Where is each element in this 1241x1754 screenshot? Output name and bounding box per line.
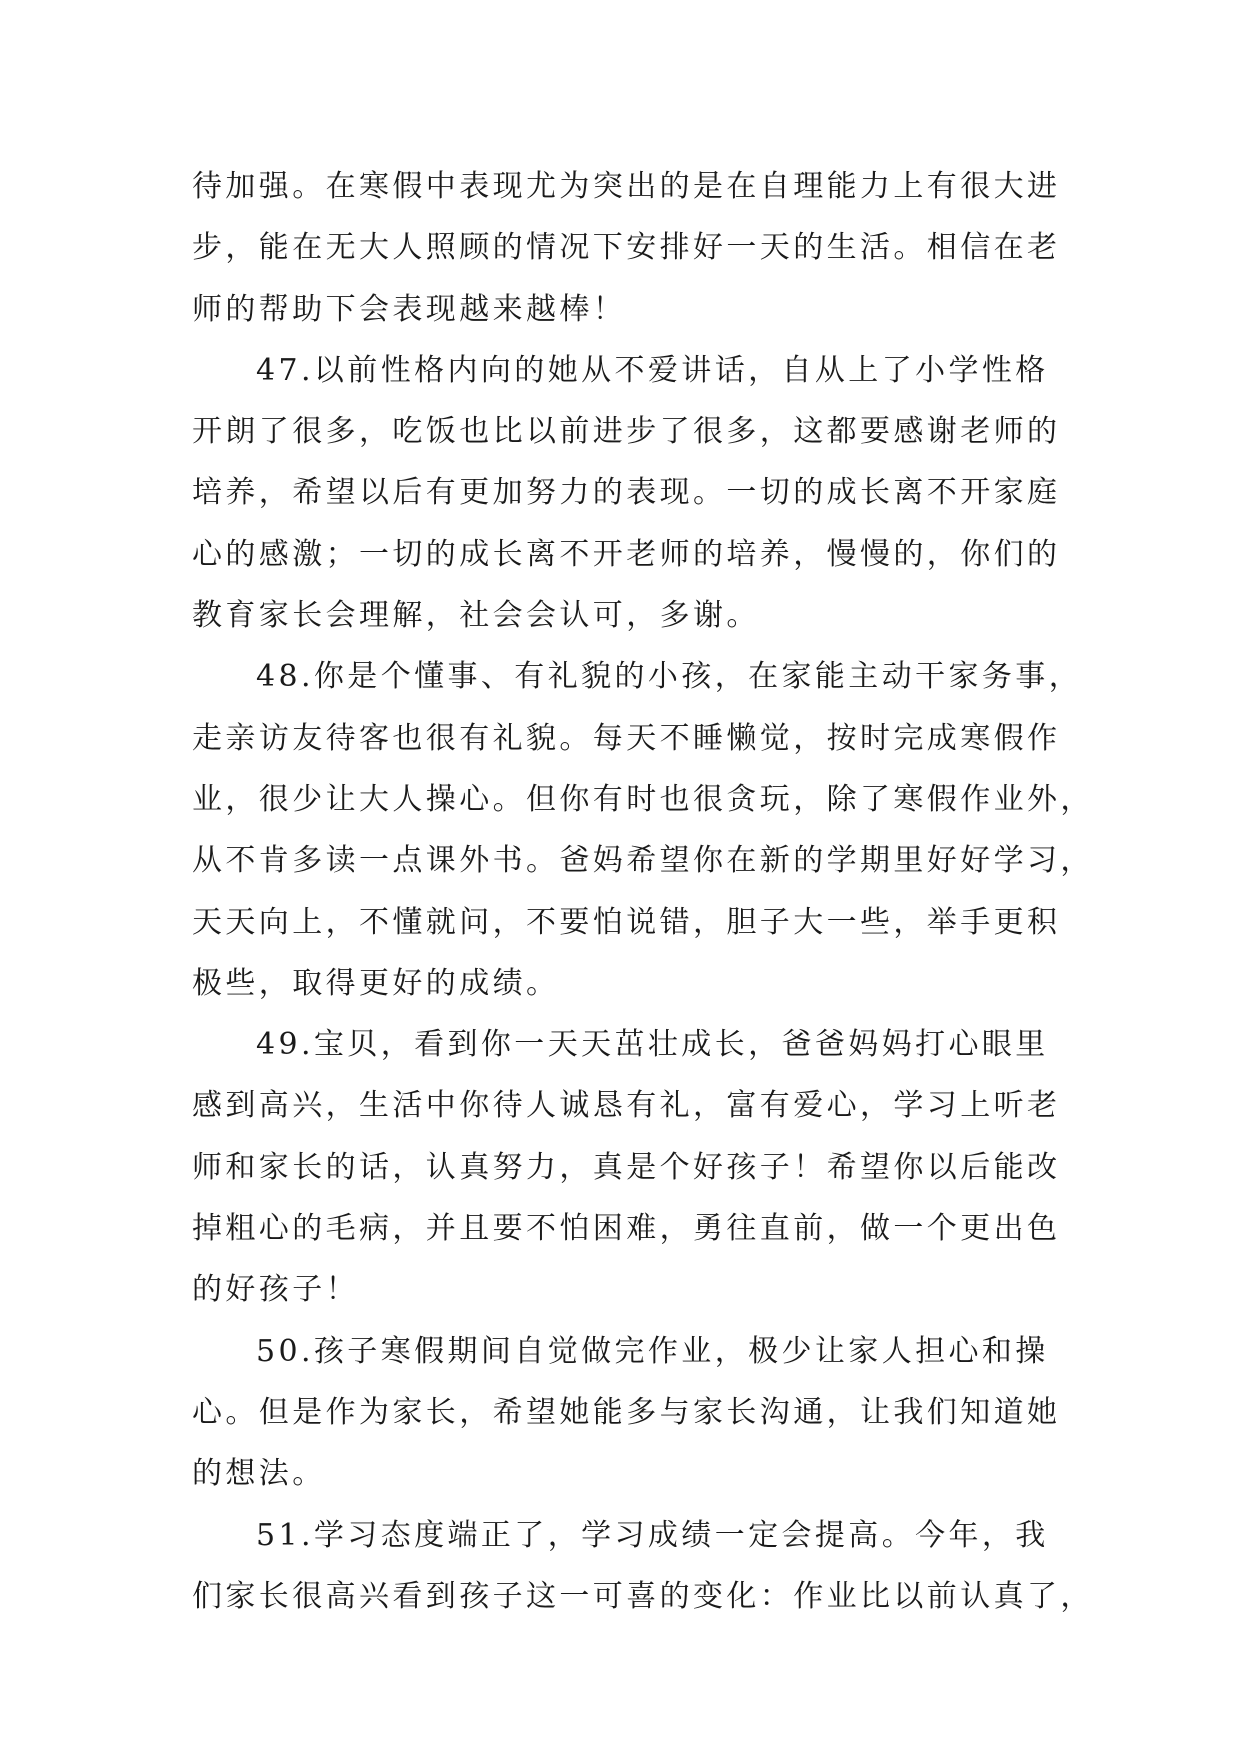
text-line: 教育家长会理解，社会会认可，多谢。	[192, 598, 760, 634]
text-line: 掉粗心的毛病，并且要不怕困难，勇往直前，做一个更出色	[192, 1211, 1061, 1247]
text-line: 业，很少让大人操心。但你有时也很贪玩，除了寒假作业外，	[192, 781, 1094, 817]
paragraph-48-start: 48.你是个懂事、有礼貌的小孩，在家能主动干家务事，	[256, 659, 1083, 695]
text-line: 心。但是作为家长，希望她能多与家长沟通，让我们知道她	[192, 1394, 1061, 1430]
text-line: 心的感激；一切的成长离不开老师的培养，慢慢的，你们的	[192, 536, 1061, 572]
text-line: 走亲访友待客也很有礼貌。每天不睡懒觉，按时完成寒假作	[192, 720, 1061, 756]
paragraph-47-start: 47.以前性格内向的她从不爱讲话，自从上了小学性格	[256, 352, 1049, 388]
text-line: 天天向上，不懂就问，不要怕说错，胆子大一些，举手更积	[192, 904, 1061, 940]
text-line: 师和家长的话，认真努力，真是个好孩子！希望你以后能改	[192, 1149, 1061, 1185]
text-line: 感到高兴，生活中你待人诚恳有礼，富有爱心，学习上听老	[192, 1088, 1061, 1124]
paragraph-51-start: 51.学习态度端正了，学习成绩一定会提高。今年，我	[256, 1517, 1049, 1553]
text-line: 从不肯多读一点课外书。爸妈希望你在新的学期里好好学习，	[192, 843, 1094, 879]
text-line: 师的帮助下会表现越来越棒！	[192, 291, 627, 327]
text-line: 的好孩子！	[192, 1272, 359, 1308]
paragraph-49-start: 49.宝贝，看到你一天天茁壮成长，爸爸妈妈打心眼里	[256, 1027, 1049, 1063]
text-line: 待加强。在寒假中表现尤为突出的是在自理能力上有很大进	[192, 169, 1061, 204]
text-line: 开朗了很多，吃饭也比以前进步了很多，这都要感谢老师的	[192, 414, 1061, 450]
text-line: 们家长很高兴看到孩子这一可喜的变化：作业比以前认真了，	[192, 1578, 1094, 1614]
text-line: 极些，取得更好的成绩。	[192, 965, 560, 1001]
text-line: 培养，希望以后有更加努力的表现。一切的成长离不开家庭	[192, 475, 1061, 511]
text-line: 的想法。	[192, 1456, 326, 1492]
paragraph-50-start: 50.孩子寒假期间自觉做完作业，极少让家人担心和操	[256, 1333, 1049, 1369]
body-text	[192, 156, 1094, 1627]
text-line: 步，能在无大人照顾的情况下安排好一天的生活。相信在老	[192, 230, 1061, 266]
